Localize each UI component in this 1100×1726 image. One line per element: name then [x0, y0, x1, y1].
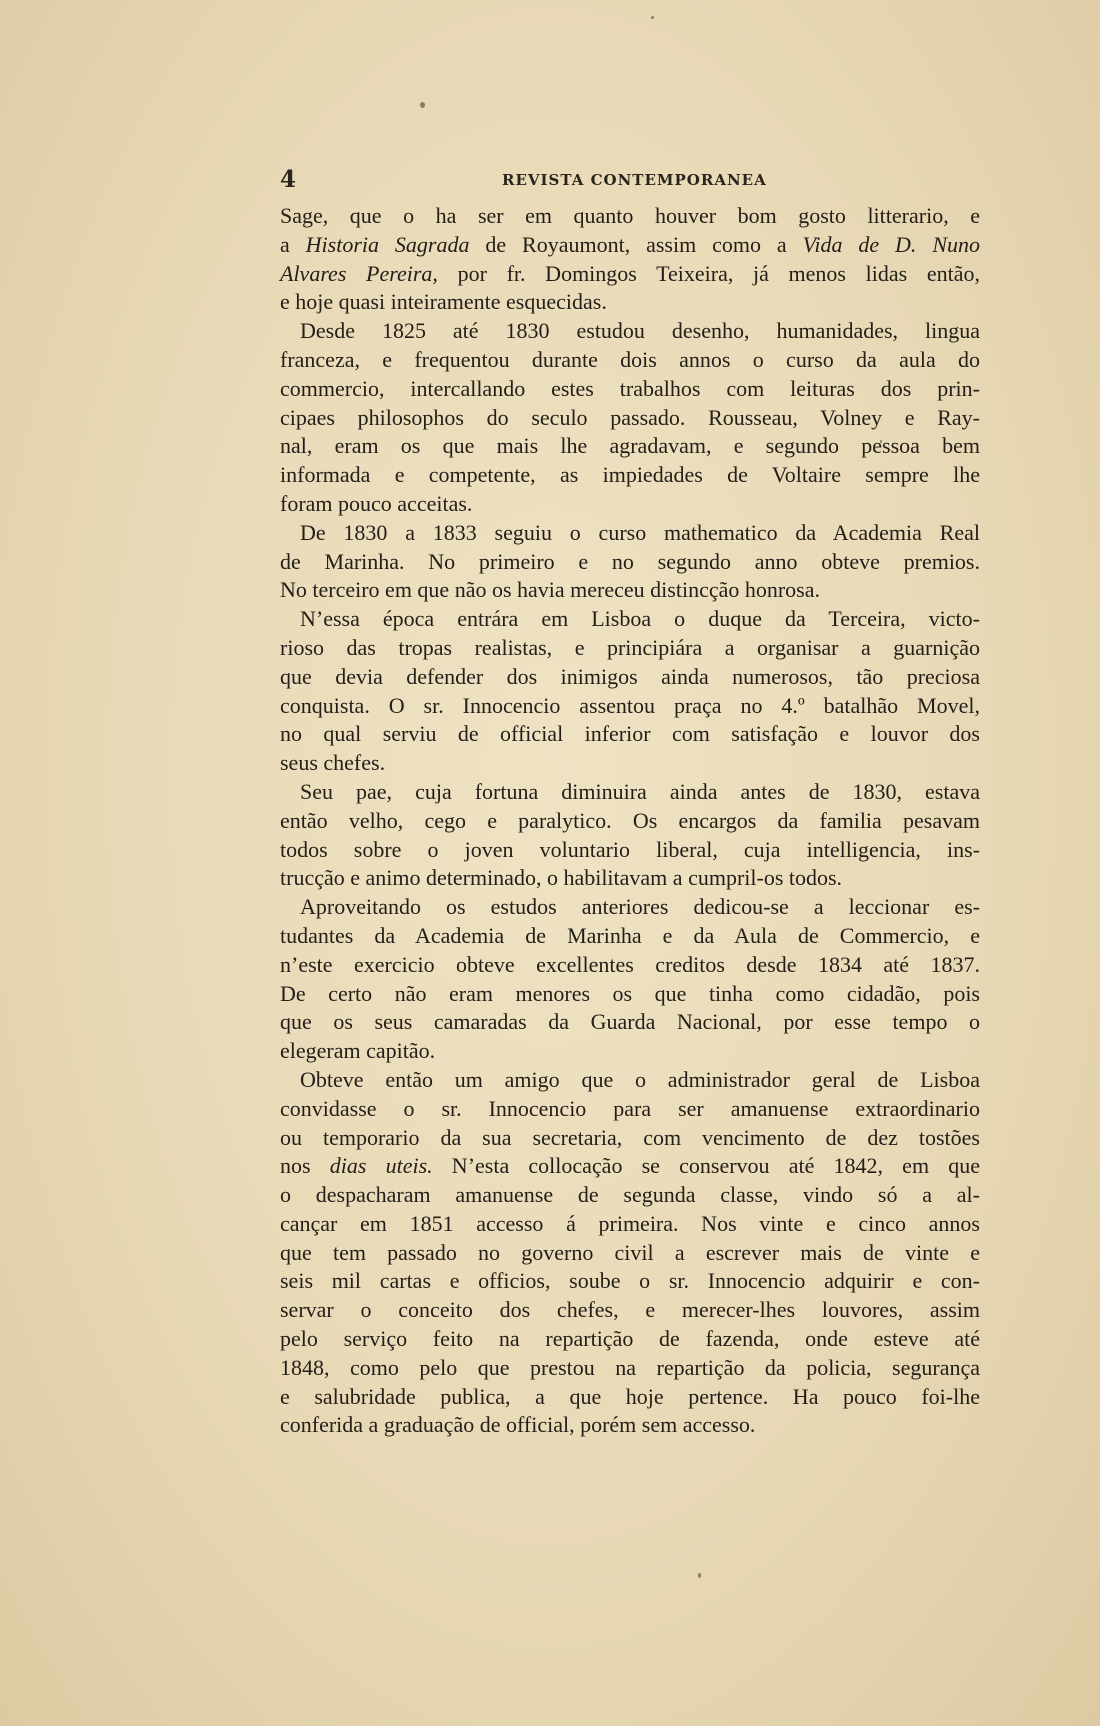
- text-line: [280, 605, 980, 634]
- text-segment: Seu pae, cuja fortuna diminuira ainda antes de 1830, estava: [300, 778, 980, 804]
- text-line: [280, 317, 980, 346]
- text-line: [280, 951, 980, 980]
- text-line: [280, 576, 980, 605]
- text-segment: De certo não eram menores os que tinha como cidadão, pois: [280, 980, 980, 1006]
- text-line: [280, 749, 980, 778]
- text-segment: franceza, e frequentou durante dois annos o curso da aula do: [280, 346, 980, 372]
- text-segment: n’este exercicio obteve excellentes creditos desde 1834 até 1837.: [280, 951, 980, 977]
- text-segment: Obteve então um amigo que o administrador geral de Lisboa: [300, 1066, 980, 1092]
- text-segment: De 1830 a 1833 seguiu o curso mathematico da Academia Real: [300, 519, 980, 545]
- paper-speck: [420, 102, 425, 108]
- text-line: [280, 922, 980, 951]
- text-line: [280, 720, 980, 749]
- text-segment: que os seus camaradas da Guarda Nacional, por esse tempo o: [280, 1009, 980, 1035]
- running-title: REVISTA CONTEMPORANEA: [502, 171, 767, 189]
- italic-text: Historia Sagrada: [305, 231, 470, 257]
- text-segment: nos: [280, 1153, 330, 1179]
- text-segment: convidasse o sr. Innocencio para ser amanuense extraordinario: [280, 1095, 980, 1121]
- text-segment: que devia defender dos inimigos ainda numerosos, tão preciosa: [280, 663, 980, 689]
- text-line: [280, 231, 980, 260]
- text-segment: informada e competente, as impiedades de Voltaire sempre lhe: [280, 462, 980, 488]
- text-segment: nal, eram os que mais lhe agradavam, e segundo pessoa bem: [280, 433, 980, 459]
- text-line: [280, 519, 980, 548]
- text-segment: elegeram capitão.: [280, 1038, 436, 1064]
- text-line: [280, 432, 980, 461]
- text-line: [280, 260, 980, 289]
- text-segment: de Royaumont, assim como a: [469, 231, 803, 257]
- text-segment: no qual serviu de official inferior com satisfação e louvor dos: [280, 721, 980, 747]
- text-segment: seis mil cartas e officios, soube o sr. Innocencio adquirir e con-: [280, 1268, 980, 1294]
- text-line: [280, 807, 980, 836]
- text-line: [280, 692, 980, 721]
- italic-text: Alvares Pereira,: [280, 260, 438, 286]
- italic-text: Vida de D. Nuno: [802, 231, 980, 257]
- text-line: [280, 288, 980, 317]
- text-segment: tudantes da Academia de Marinha e da Aula de Commercio, e: [280, 922, 980, 948]
- text-line: [280, 1267, 980, 1296]
- text-line: [280, 663, 980, 692]
- text-line: [280, 980, 980, 1009]
- text-line: [280, 490, 980, 519]
- text-line: [280, 778, 980, 807]
- text-line: [280, 1181, 980, 1210]
- text-line: [280, 1354, 980, 1383]
- text-segment: de Marinha. No primeiro e no segundo anno obteve premios.: [280, 548, 980, 574]
- text-segment: No terceiro em que não os havia mereceu distincção honrosa.: [280, 577, 821, 603]
- text-segment: todos sobre o joven voluntario liberal, cuja intelligencia, ins-: [280, 836, 980, 862]
- text-line: [280, 1296, 980, 1325]
- text-line: [280, 1383, 980, 1412]
- text-segment: conquista. O sr. Innocencio assentou praça no 4.º batalhão Movel,: [280, 692, 980, 718]
- text-segment: cançar em 1851 accesso á primeira. Nos vinte e cinco annos: [280, 1210, 980, 1236]
- text-line: [280, 346, 980, 375]
- text-line: [280, 1411, 980, 1440]
- text-segment: por fr. Domingos Teixeira, já menos lidas então,: [437, 260, 980, 286]
- text-segment: e salubridade publica, a que hoje pertence. Ha pouco foi-lhe: [280, 1383, 980, 1409]
- text-line: [280, 893, 980, 922]
- text-segment: e hoje quasi inteiramente esquecidas.: [280, 289, 607, 315]
- text-line: [280, 1124, 980, 1153]
- text-segment: trucção e animo determinado, o habilitavam a cumpril-os todos.: [280, 865, 843, 891]
- text-segment: Aproveitando os estudos anteriores dedicou-se a leccionar es-: [300, 894, 980, 920]
- text-line: [280, 461, 980, 490]
- text-segment: pelo serviço feito na repartição de fazenda, onde esteve até: [280, 1326, 980, 1352]
- text-segment: a: [280, 231, 306, 257]
- text-line: [280, 202, 980, 231]
- text-line: [280, 1325, 980, 1354]
- text-segment: o despacharam amanuense de segunda classe, vindo só a al-: [280, 1182, 980, 1208]
- text-line: [280, 864, 980, 893]
- text-segment: então velho, cego e paralytico. Os encargos da familia pesavam: [280, 807, 980, 833]
- text-line: [280, 1095, 980, 1124]
- text-line: [280, 1066, 980, 1095]
- page-number: 4: [280, 166, 297, 193]
- page-header: [280, 166, 980, 193]
- text-segment: ou temporario da sua secretaria, com vencimento de dez tostões: [280, 1124, 980, 1150]
- body-text: [280, 202, 980, 1440]
- text-line: [280, 634, 980, 663]
- text-line: [280, 375, 980, 404]
- text-segment: seus chefes.: [280, 750, 386, 776]
- text-segment: rioso das tropas realistas, e principiára a organisar a guarnição: [280, 634, 980, 660]
- text-line: [280, 1210, 980, 1239]
- text-segment: Desde 1825 até 1830 estudou desenho, humanidades, lingua: [300, 318, 980, 344]
- text-segment: conferida a graduação de official, porém sem accesso.: [280, 1412, 756, 1438]
- text-line: [280, 1239, 980, 1268]
- text-segment: foram pouco acceitas.: [280, 490, 473, 516]
- text-segment: cipaes philosophos do seculo passado. Rousseau, Volney e Ray-: [280, 404, 980, 430]
- text-line: [280, 548, 980, 577]
- text-segment: commercio, intercallando estes trabalhos com leituras dos prin-: [280, 375, 980, 401]
- text-line: [280, 1037, 980, 1066]
- text-segment: Sage, que o ha ser em quanto houver bom gosto litterario, e: [280, 203, 980, 228]
- text-line: [280, 1008, 980, 1037]
- text-segment: N’esta collocação se conservou até 1842, em que: [432, 1153, 980, 1179]
- text-segment: que tem passado no governo civil a escrever mais de vinte e: [280, 1239, 980, 1265]
- paper-speck: [698, 1573, 701, 1578]
- text-line: [280, 1152, 980, 1181]
- text-segment: N’essa época entrára em Lisboa o duque da Terceira, victo-: [300, 606, 980, 632]
- text-line: [280, 404, 980, 433]
- text-segment: 1848, como pelo que prestou na repartição da policia, segurança: [280, 1354, 980, 1380]
- text-line: [280, 836, 980, 865]
- text-segment: servar o conceito dos chefes, e merecer-lhes louvores, assim: [280, 1297, 980, 1323]
- italic-text: dias uteis.: [329, 1153, 433, 1179]
- paper-speck: [651, 16, 654, 19]
